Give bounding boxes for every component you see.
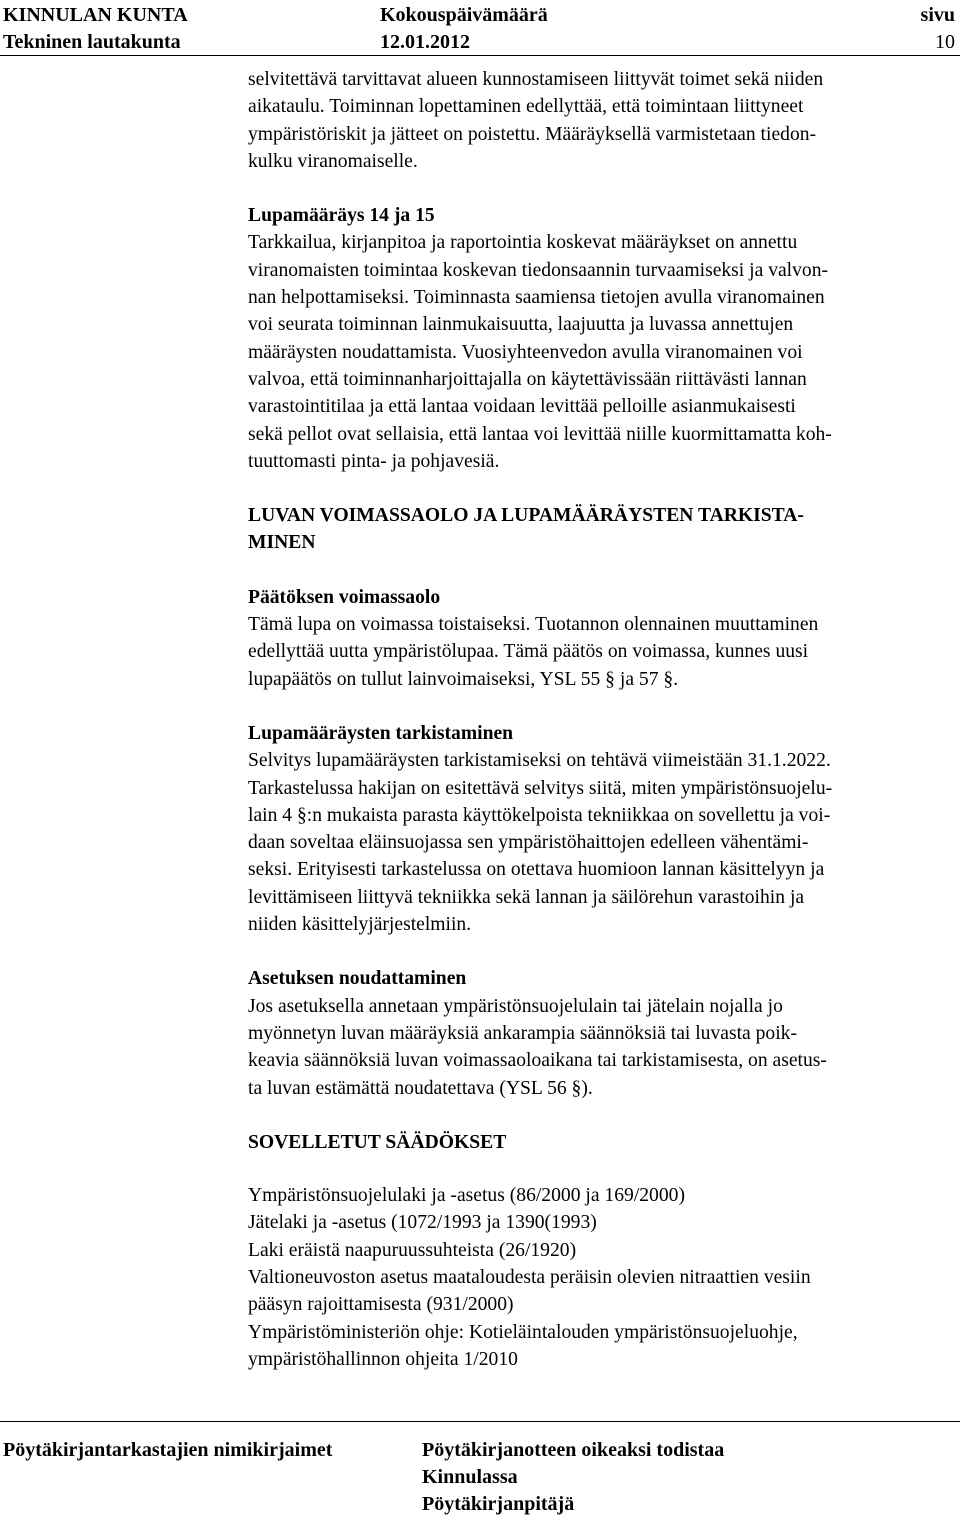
- text-line: Tarkastelussa hakijan on esitettävä selvitys siitä, miten ympäristönsuojelu-: [248, 777, 833, 799]
- text-line: aikataulu. Toiminnan lopettaminen edellyttää, että toimintaan liittyneet: [248, 96, 804, 118]
- section-heading: Lupamääräys 14 ja 15: [248, 205, 435, 227]
- text-line: varastointitilaa ja että lantaa voidaan levittää pelloille asianmukaisesti: [248, 396, 796, 418]
- text-line: voi seurata toiminnan lainmukaisuutta, laajuutta ja luvassa annettujen: [248, 314, 794, 336]
- section-title: SOVELLETUT SÄÄDÖKSET: [248, 1131, 507, 1153]
- text-line: Jos asetuksella annetaan ympäristönsuojelulain tai jätelain nojalla jo: [248, 995, 783, 1017]
- text-line: kulku viranomaiselle.: [248, 150, 418, 172]
- header-divider: [0, 55, 960, 56]
- text-line: Tämä lupa on voimassa toistaiseksi. Tuotannon olennainen muuttaminen: [248, 614, 819, 636]
- text-line: niiden käsittelyjärjestelmiin.: [248, 914, 472, 936]
- statute-line: ympäristöhallinnon ohjeita 1/2010: [248, 1348, 518, 1370]
- text-line: myönnetyn luvan määräyksiä ankarampia säännöksiä tai luvasta poik-: [248, 1022, 797, 1044]
- section-title-line: LUVAN VOIMASSAOLO JA LUPAMÄÄRÄYSTEN TARKISTA-: [248, 505, 804, 527]
- text-line: nan helpottamiseksi. Toiminnasta saamiensa tietojen avulla viranomainen: [248, 287, 825, 309]
- footer-divider: [0, 1421, 960, 1422]
- text-line: määräysten noudattamista. Vuosiyhteenvedon avulla viranomainen voi: [248, 341, 803, 363]
- main-section-title: [248, 502, 960, 557]
- certify-role: Pöytäkirjanpitäjä: [422, 1493, 575, 1515]
- saadokset-section: [248, 1129, 960, 1373]
- statute-line: Jätelaki ja -asetus (1072/1993 ja 1390(1993): [248, 1212, 597, 1234]
- text-line: seksi. Erityisesti tarkastelussa on otettava huomioon lannan käsittelyyn ja: [248, 859, 825, 881]
- document-body: [248, 66, 960, 1373]
- tarkistaminen-section: [248, 720, 960, 938]
- text-line: lupapäätös on tullut lainvoimaiseksi, YSL 55 § ja 57 §.: [248, 668, 679, 690]
- statute-line: Laki eräistä naapuruussuhteista (26/1920): [248, 1239, 577, 1261]
- page-label: sivu: [920, 4, 955, 26]
- certify-place: Kinnulassa: [422, 1466, 518, 1488]
- text-line: valvoa, että toiminnanharjoittajalla on käytettävissään riittävästi lannan: [248, 368, 807, 390]
- text-line: levittämiseen liittyvä tekniikka sekä lannan ja säilörehun varastoihin ja: [248, 886, 805, 908]
- section-heading: Lupamääräysten tarkistaminen: [248, 722, 514, 744]
- text-line: lain 4 §:n mukaista parasta käyttökelpoista tekniikkaa on sovellettu ja voi-: [248, 804, 831, 826]
- text-line: Selvitys lupamääräysten tarkistamiseksi on tehtävä viimeistään 31.1.2022.: [248, 750, 831, 772]
- text-line: keavia säännöksiä luvan voimassaoloaikana tai tarkistamisesta, on asetus-: [248, 1050, 827, 1072]
- certification-block: [422, 1437, 724, 1518]
- statute-line: pääsyn rajoittamisesta (931/2000): [248, 1294, 514, 1316]
- text-line: selvitettävä tarvittavat alueen kunnostamiseen liittyvät toimet sekä niiden: [248, 69, 824, 90]
- statute-line: Valtioneuvoston asetus maataloudesta peräisin olevien nitraattien vesiin: [248, 1266, 811, 1288]
- text-line: viranomaisten toimintaa koskevan tiedonsaannin turvaamiseksi ja valvon-: [248, 259, 829, 281]
- intro-paragraph: [248, 66, 960, 175]
- statute-line: Ympäristönsuojelulaki ja -asetus (86/2000 ja 169/2000): [248, 1185, 685, 1207]
- page-number: 10: [935, 31, 955, 53]
- statute-line: Ympäristöministeriön ohje: Kotieläintalouden ympäristönsuojeluohje,: [248, 1321, 798, 1343]
- asetus-section: [248, 965, 960, 1101]
- meeting-date: 12.01.2012: [380, 31, 470, 53]
- section-heading: Päätöksen voimassaolo: [248, 586, 441, 608]
- meeting-date-label: Kokouspäivämäärä: [380, 4, 548, 26]
- text-line: daan soveltaa eläinsuojassa sen ympäristöhaittojen edelleen vähentämi-: [248, 832, 809, 854]
- text-line: ta luvan estämättä noudatettava (YSL 56 §).: [248, 1077, 593, 1099]
- text-line: edellyttää uutta ympäristölupaa. Tämä päätös on voimassa, kunnes uusi: [248, 641, 809, 663]
- voimassaolo-section: [248, 584, 960, 693]
- text-line: tuuttomasti pinta- ja pohjavesiä.: [248, 450, 500, 472]
- initials-label: Pöytäkirjantarkastajien nimikirjaimet: [3, 1439, 333, 1461]
- lupamaarays-section: [248, 202, 960, 475]
- committee-name: Tekninen lautakunta: [3, 31, 181, 53]
- section-heading: Asetuksen noudattaminen: [248, 968, 467, 990]
- text-line: sekä pellot ovat sellaisia, että lantaa voi levittää niille kuormittamatta koh-: [248, 423, 832, 445]
- text-line: Tarkkailua, kirjanpitoa ja raportointia koskevat määräykset on annettu: [248, 232, 798, 254]
- certify-label: Pöytäkirjanotteen oikeaksi todistaa: [422, 1439, 725, 1461]
- text-line: ympäristöriskit ja jätteet on poistettu. Määräyksellä varmistetaan tiedon-: [248, 123, 817, 145]
- section-title-line: MINEN: [248, 532, 316, 554]
- municipality-name: KINNULAN KUNTA: [3, 4, 188, 26]
